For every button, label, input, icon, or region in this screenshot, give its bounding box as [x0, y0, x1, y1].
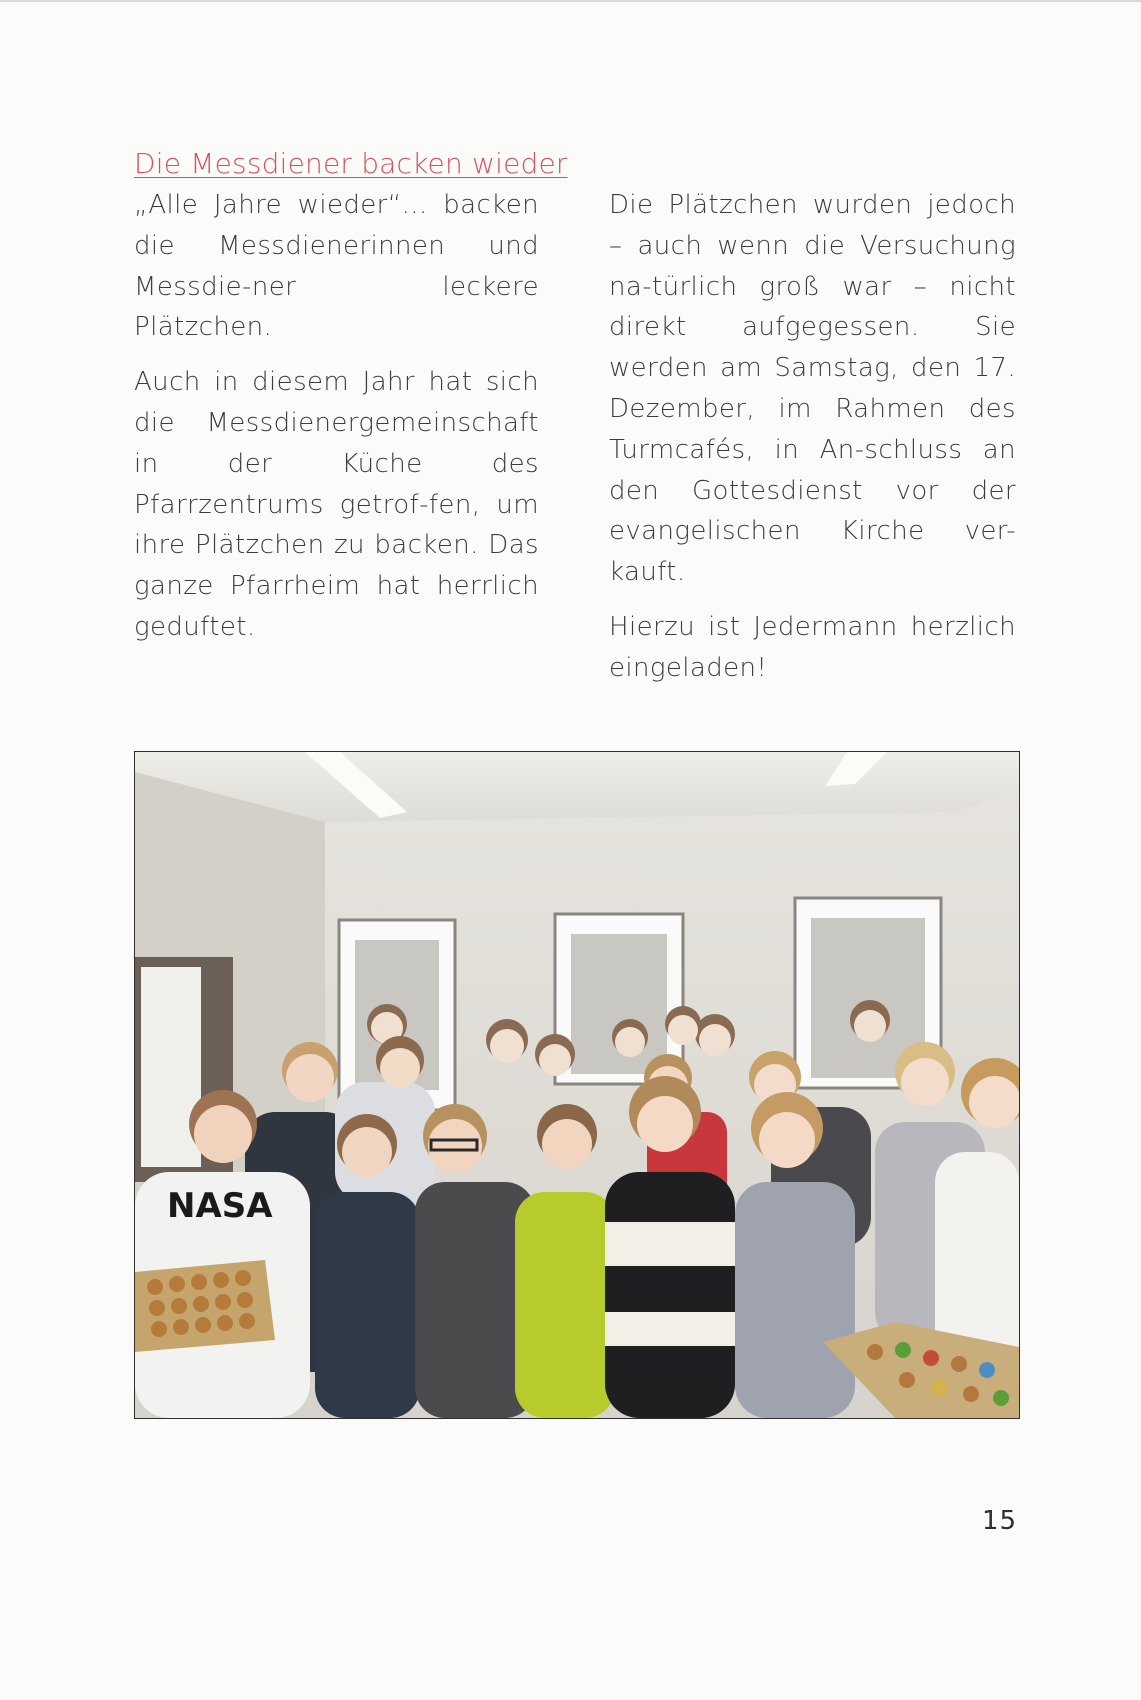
- paragraph: Auch in diesem Jahr hat sich die Messdienergemeinschaft in der Küche des Pfarrzentrums getrof-fen, um ihre Plätzchen zu backen. Das ganze Pfarrheim hat herrlich geduftet.: [134, 367, 539, 642]
- shirt-print: NASA: [167, 1186, 273, 1226]
- paragraph: Hierzu ist Jedermann herzlich eingeladen!: [609, 611, 1016, 683]
- right-column: [609, 185, 1016, 703]
- left-column: [134, 185, 539, 662]
- top-rule: [0, 0, 1141, 2]
- page-number: 15: [982, 1506, 1018, 1536]
- article-title: Die Messdiener backen wieder: [134, 147, 568, 180]
- paragraph: Die Plätzchen wurden jedoch – auch wenn die Versuchung na-türlich groß war – nicht direkt aufgegessen. Sie werden am Samstag, den 17. Dezember, im Rahmen des Turmcafés, in An-schluss an den Gottesdienst vor der evangelischen Kirche ver-kauft.: [609, 190, 1016, 588]
- group-photo: [134, 751, 1020, 1419]
- group-photo-illustration: [135, 752, 1019, 1418]
- paragraph: „Alle Jahre wieder“... backen die Messdienerinnen und Messdie-ner leckere Plätzchen.: [134, 190, 539, 343]
